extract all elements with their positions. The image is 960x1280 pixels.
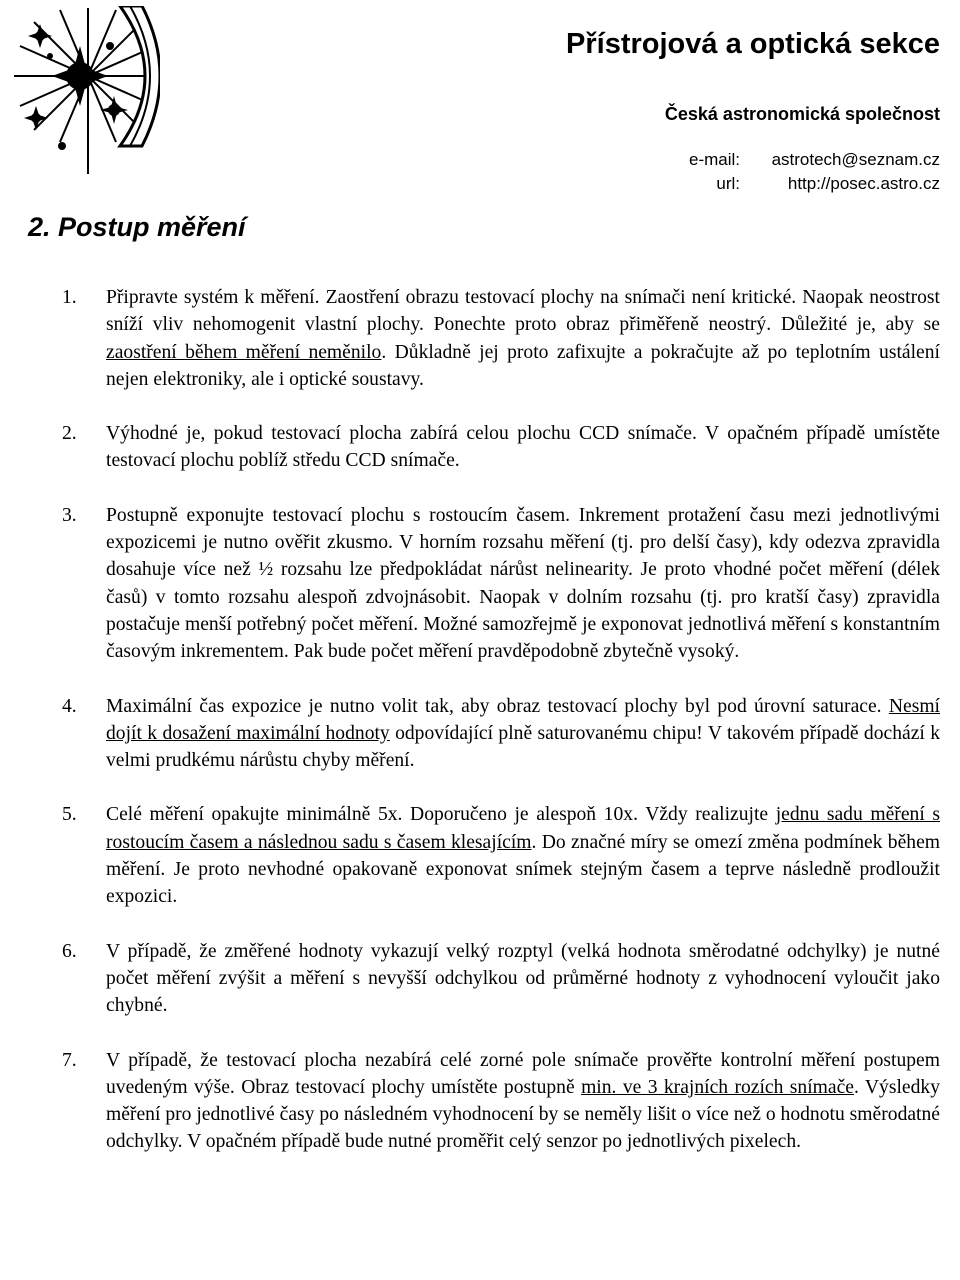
item-text: Připravte systém k měření. Zaostření obrazu testovací plochy na snímači není kritické. Naopak neostrost sníží vliv nehomogenit vlastní plochy. Ponechte proto obraz přiměřeně neostrý. Důležité je, aby se zaostření během měření neměnilo. Důkladně jej proto zafixujte a pokračujte až po teplotním ustálení nejen elektroniky, ale i optické soustavy. — [106, 287, 940, 390]
item-number: 4. — [62, 695, 77, 717]
section-heading: 2. Postup měření — [28, 212, 246, 242]
list-item-7 — [62, 1047, 940, 1156]
list-item-6 — [62, 938, 940, 1020]
email-label: e-mail: — [688, 150, 740, 169]
item-text: Postupně exponujte testovací plochu s rostoucím časem. Inkrement protažení času mezi jednotlivými expozicemi je nutno ověřit zkusmo. V horním rozsahu měření (tj. pro delší časy), kdy odezva zpravidla dosahuje více než ½ rozsahu lze předpokládat nárůst nelinearity. Je proto vhodné počet měření (délek časů) v tomto rozsahu alespoň zdvojnásobit. Naopak v dolním rozsahu (tj. pro kratší časy) zpravidla postačuje menší potřebný počet měření. Možné samozřejmě je exponovat jednotlivá měření s konstantním časovým inkrementem. Pak bude počet měření pravděpodobně zbytečně vysoký. — [106, 504, 940, 663]
email-value[interactable]: astrotech@seznam.cz — [771, 150, 940, 169]
item-text: Maximální čas expozice je nutno volit tak, aby obraz testovací plochy byl pod úrovní saturace. Nesmí dojít k dosažení maximální hodnoty odpovídající plně saturovanému chipu! V takovém případě dochází k velmi prudkému nárůstu chyby měření. — [106, 695, 940, 772]
item-text: Výhodné je, pokud testovací plocha zabírá celou plochu CCD snímače. V opačném případě umístěte testovací plochu poblíž středu CCD snímače. — [106, 423, 940, 472]
page-title: Přístrojová a optická sekce — [566, 28, 940, 60]
contact-row-email — [680, 148, 940, 172]
list-item-5 — [62, 801, 940, 910]
list-item-4 — [62, 693, 940, 775]
item-number: 3. — [62, 504, 77, 526]
item-number: 6. — [62, 940, 77, 962]
url-value[interactable]: http://posec.astro.cz — [787, 174, 940, 193]
society-logo-icon — [10, 6, 160, 176]
underlined-text: Nesmí dojít k dosažení maximální hodnoty — [106, 695, 940, 744]
underlined-text: jednu sadu měření s rostoucím časem a následnou sadu s časem klesajícím — [106, 804, 940, 853]
item-number: 1. — [62, 287, 77, 308]
organization-name: Česká astronomická společnost — [664, 104, 940, 124]
underlined-text: min. ve 3 krajních rozích snímače — [581, 1076, 854, 1098]
item-text: V případě, že testovací plocha nezabírá celé zorné pole snímače prověřte kontrolní měření postupem uvedeným výše. Obraz testovací plochy umístěte postupně min. ve 3 krajních rozích snímače. Výsledky měření pro jednotlivé časy po následném vyhodnocení by se neměly lišit o více než o hodnotu směrodatné odchylky. V opačném případě bude nutné proměřit celý senzor po jednotlivých pixelech. — [106, 1049, 941, 1153]
contact-block — [680, 148, 940, 196]
list-item-1 — [62, 284, 940, 393]
item-number: 5. — [62, 804, 77, 826]
item-number: 7. — [62, 1049, 77, 1071]
contact-row-url — [680, 172, 940, 196]
url-label: url: — [716, 174, 740, 193]
item-text: V případě, že změřené hodnoty vykazují velký rozptyl (velká hodnota směrodatné odchylky) je nutné počet měření zvýšit a měření s nevyšší odchylkou od průměrné hodnoty z vyhodnocení vyloučit jako chybné. — [106, 940, 940, 1017]
item-number: 2. — [62, 423, 77, 445]
list-item-2 — [62, 420, 940, 475]
underlined-text: zaostření během měření neměnilo — [106, 341, 382, 363]
steps-list — [62, 284, 940, 1183]
item-text: Celé měření opakujte minimálně 5x. Doporučeno je alespoň 10x. Vždy realizujte jednu sadu měření s rostoucím časem a následnou sadu s časem klesajícím. Do značné míry se omezí změna podmínek během měření. Je proto nevhodné opakovaně exponovat snímek stejným časem a teprve následně prodloužit expozici. — [106, 804, 941, 908]
list-item-3 — [62, 502, 940, 666]
